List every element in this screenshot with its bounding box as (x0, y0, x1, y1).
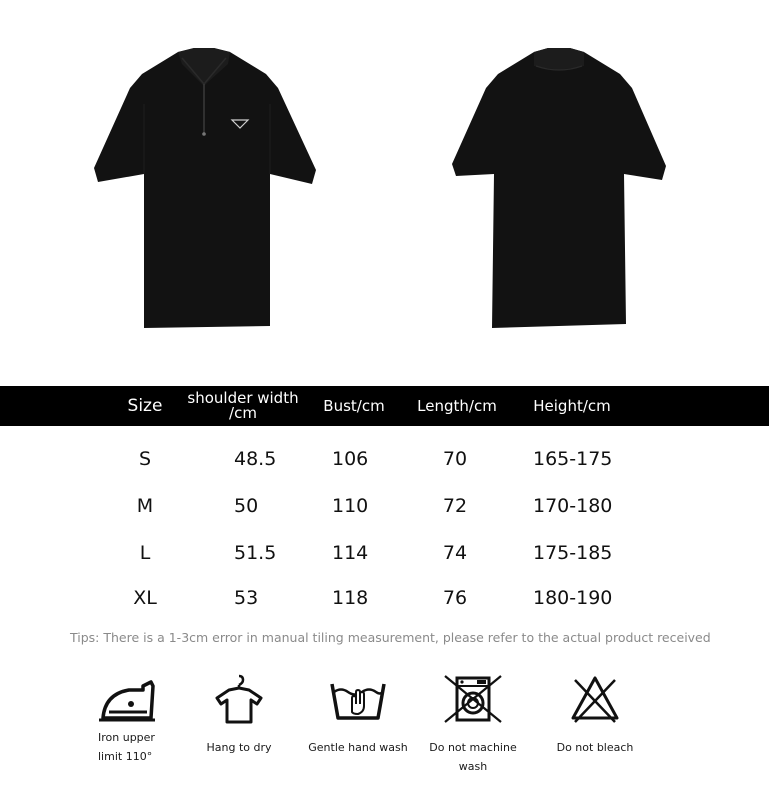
cell-bust: 106 (332, 448, 369, 470)
care-no-machine-wash (418, 672, 528, 776)
cell-bust: 114 (332, 542, 369, 564)
header-height: Height/cm (533, 396, 611, 415)
header-shoulder-width (178, 386, 308, 426)
measurement-tip: Tips: There is a 1-3cm error in manual tiling measurement, please refer to the actual product received (70, 630, 711, 645)
cell-length: 72 (442, 495, 468, 517)
cell-bust: 110 (332, 495, 369, 517)
cell-shoulder: 50 (234, 495, 259, 517)
care-iron-label (72, 728, 182, 766)
care-iron-line1: Iron upper (98, 731, 155, 744)
cell-size: S (138, 448, 152, 470)
cell-height: 180-190 (533, 587, 613, 609)
cell-size: M (136, 495, 154, 517)
header-bust: Bust/cm (323, 396, 385, 415)
polo-back-image (448, 44, 670, 334)
cell-length: 76 (442, 587, 468, 609)
cell-height: 170-180 (533, 495, 613, 517)
header-shoulder-line2: /cm (229, 404, 257, 422)
hanger-shirt-icon (207, 672, 271, 726)
care-bleach-label: Do not bleach (556, 741, 634, 754)
no-machine-wash-icon (441, 672, 505, 726)
cell-height: 165-175 (533, 448, 613, 470)
size-table-header (0, 386, 769, 426)
table-row (0, 491, 769, 521)
care-hand-label: Gentle hand wash (308, 741, 408, 754)
cell-shoulder: 51.5 (234, 542, 277, 564)
cell-shoulder: 48.5 (234, 448, 277, 470)
iron-icon (95, 672, 159, 726)
polo-front-image (90, 44, 318, 334)
header-length: Length/cm (417, 396, 497, 415)
table-row (0, 583, 769, 613)
cell-shoulder: 53 (234, 587, 259, 609)
polo-shirt-back-icon (448, 44, 670, 334)
care-hand-wash (303, 672, 413, 757)
cell-length: 70 (442, 448, 468, 470)
care-no-bleach (540, 672, 650, 757)
care-hang (184, 672, 294, 757)
care-iron-line2: limit 110° (98, 750, 153, 763)
cell-length: 74 (442, 542, 468, 564)
table-row (0, 444, 769, 474)
cell-height: 175-185 (533, 542, 613, 564)
header-shoulder-line1: shoulder width (187, 389, 299, 407)
care-iron (72, 672, 182, 766)
hand-wash-icon (326, 672, 390, 726)
cell-size: XL (133, 587, 157, 609)
no-bleach-icon (563, 672, 627, 726)
table-row (0, 538, 769, 568)
cell-size: L (139, 542, 151, 564)
header-size: Size (127, 395, 163, 416)
cell-bust: 118 (332, 587, 369, 609)
polo-shirt-front-icon (90, 44, 318, 334)
care-machine-label: Do not machine wash (429, 741, 517, 773)
care-hang-label: Hang to dry (206, 741, 272, 754)
